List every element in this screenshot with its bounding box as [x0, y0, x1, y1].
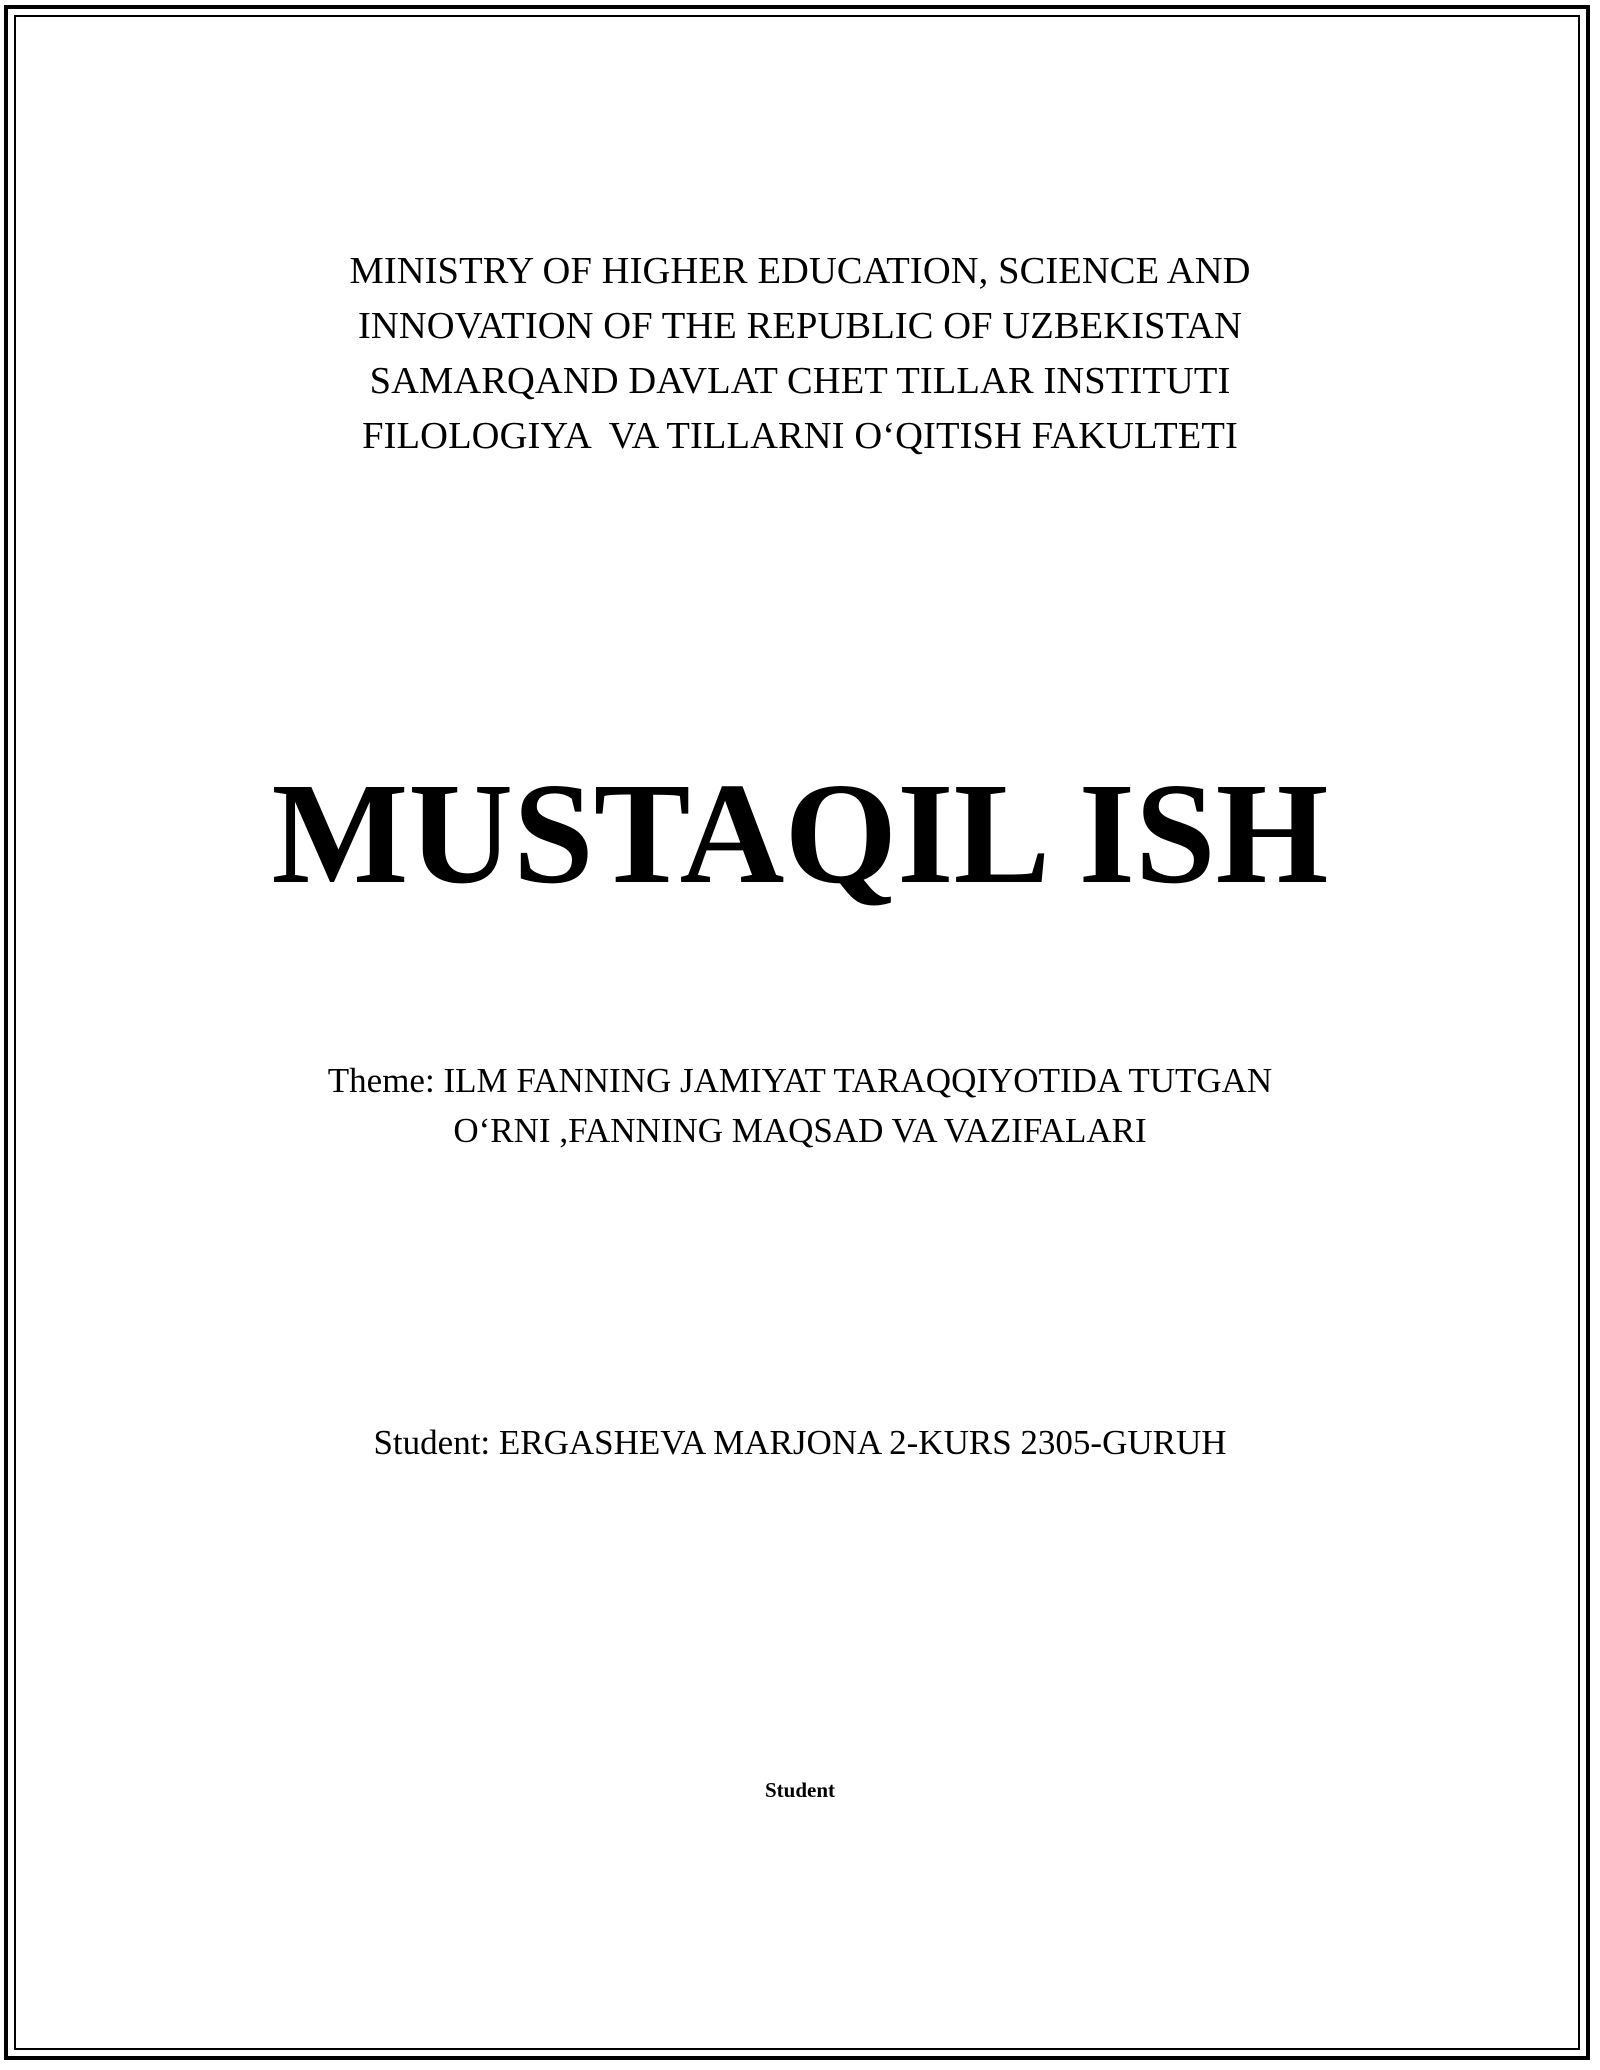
ministry-line-2: INNOVATION OF THE REPUBLIC OF UZBEKISTAN [358, 305, 1242, 347]
institute-name: SAMARQAND DAVLAT CHET TILLAR INSTITUTI [369, 360, 1231, 402]
faculty-name: FILOLOGIYA VA TILLARNI O‘QITISH FAKULTETI [362, 415, 1238, 457]
theme-line-1: Theme: ILM FANNING JAMIYAT TARAQQIYOTIDA TUTGAN [327, 1061, 1273, 1100]
theme-line-2: O‘RNI ,FANNING MAQSAD VA VAZIFALARI [453, 1111, 1147, 1150]
theme-text [0, 1056, 1600, 1156]
document-title: MUSTAQIL ISH [271, 754, 1329, 914]
student-info: Student: ERGASHEVA MARJONA 2-KURS 2305-GURUH [373, 1423, 1227, 1462]
student-signature-label: Student [764, 1778, 836, 1802]
institution-header [0, 244, 1600, 464]
ministry-line-1: MINISTRY OF HIGHER EDUCATION, SCIENCE AND [349, 250, 1251, 292]
